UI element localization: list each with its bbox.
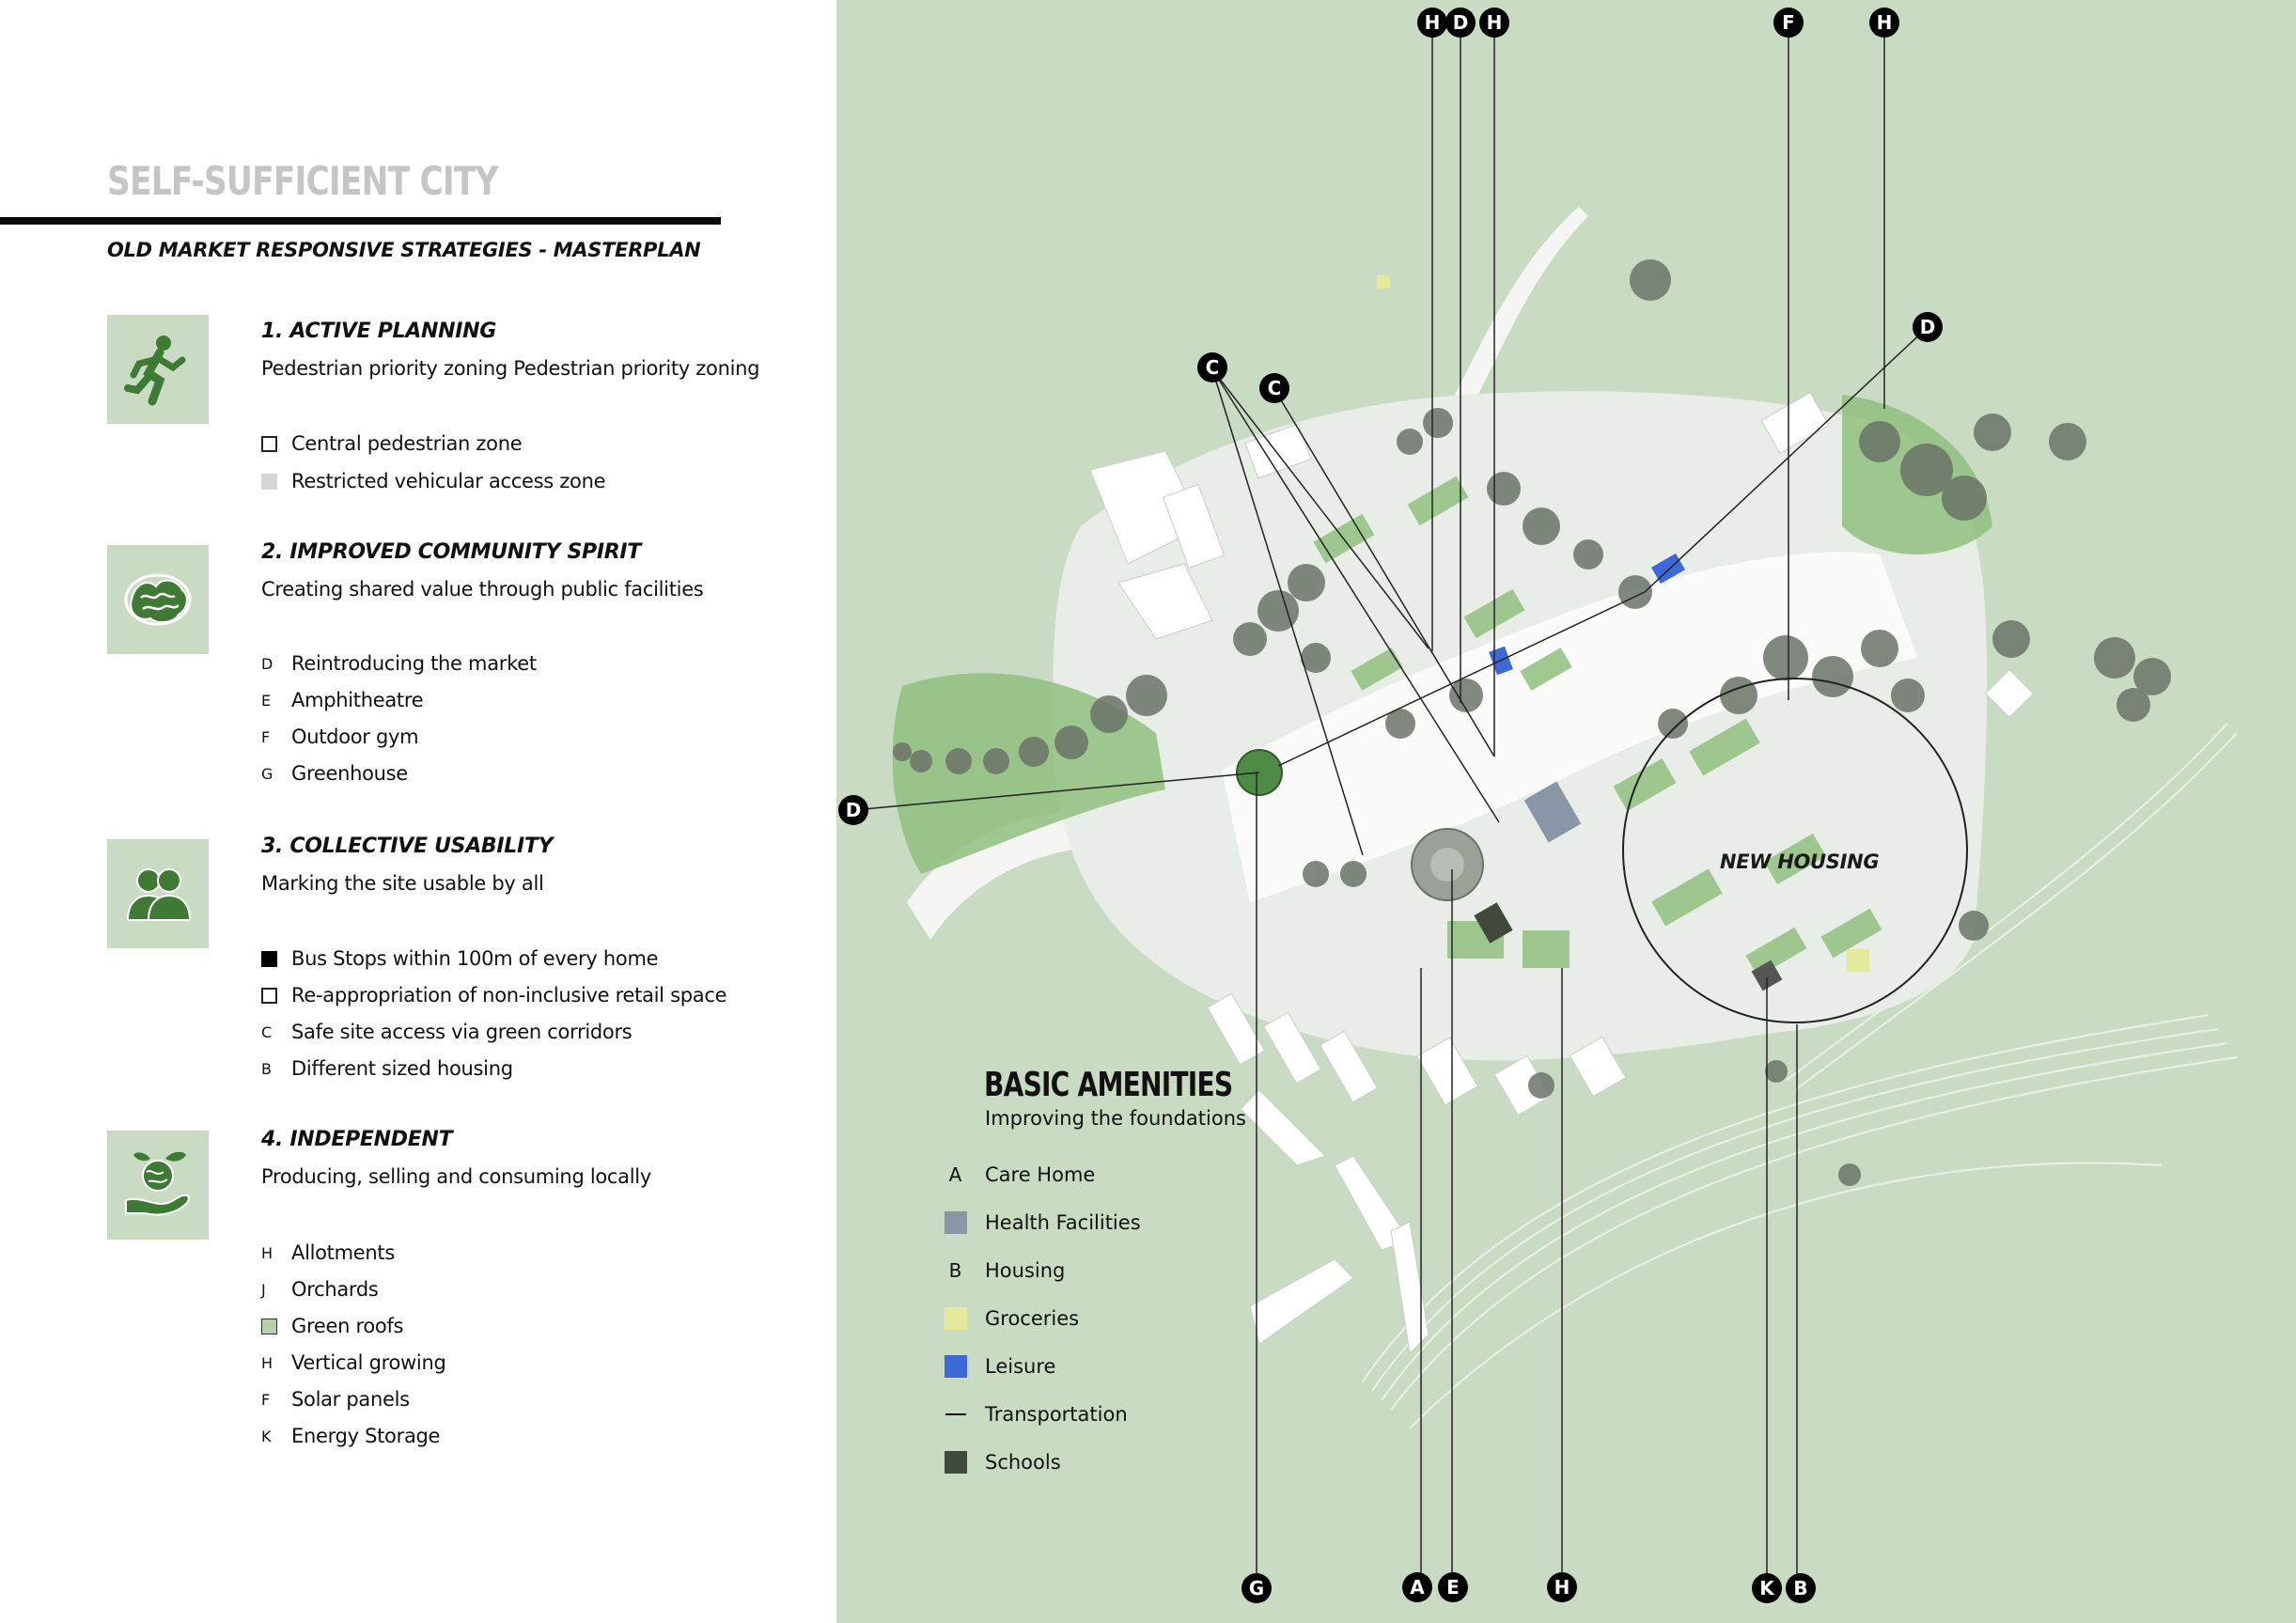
legend-item-restricted-vehicular-zone: Restricted vehicular access zone — [261, 467, 605, 495]
groceries-square-icon — [945, 1307, 967, 1330]
page-subtitle: OLD MARKET RESPONSIVE STRATEGIES - MASTERPLAN — [107, 239, 701, 261]
legend-item-central-pedestrian-zone: Central pedestrian zone — [261, 429, 522, 458]
legend-item-vertical-growing: H Vertical growing — [261, 1351, 446, 1374]
marker-a: A — [1410, 1576, 1425, 1599]
amenity-leisure: Leisure — [926, 1352, 1055, 1381]
strategy-3-heading: 3. COLLECTIVE USABILITY — [261, 835, 554, 858]
amenity-health-facilities: Health Facilities — [926, 1209, 1141, 1237]
marker-h-1: H — [1424, 11, 1441, 34]
amenity-transportation: Transportation — [926, 1400, 1128, 1428]
marker-h-4: H — [1554, 1576, 1570, 1599]
legend-item-solar-panels: F Solar panels — [261, 1388, 410, 1411]
marker-d-1: D — [1452, 11, 1469, 34]
legend-item-outdoor-gym: F Outdoor gym — [261, 726, 419, 748]
legend-item-market: D Reintroducing the market — [261, 652, 537, 675]
transport-line-icon — [945, 1413, 966, 1415]
strategy-4-description: Producing, selling and consuming locally — [261, 1165, 651, 1188]
people-icon — [107, 839, 209, 948]
amenity-schools: Schools — [926, 1448, 1061, 1476]
legend-panel — [0, 0, 836, 1623]
new-housing-label: NEW HOUSING — [1720, 851, 1880, 873]
legend-item-allotments: H Allotments — [261, 1241, 395, 1264]
schools-square-icon — [945, 1451, 967, 1474]
marker-d-3: D — [845, 799, 862, 821]
amenity-care-home: A Care Home — [948, 1163, 1096, 1186]
health-square-icon — [945, 1211, 967, 1234]
globe-hand-icon — [107, 1131, 209, 1240]
legend-item-orchards: J Orchards — [261, 1278, 379, 1301]
outline-square-icon — [261, 988, 277, 1004]
legend-item-green-corridors: C Safe site access via green corridors — [261, 1021, 633, 1043]
runner-icon — [107, 315, 209, 424]
amenities-subtitle: Improving the foundations — [985, 1107, 1246, 1130]
page-title: SELF-SUFFICIENT CITY — [107, 158, 498, 204]
marker-b: B — [1793, 1577, 1808, 1600]
marker-c-1: C — [1205, 356, 1220, 379]
title-divider — [0, 217, 721, 225]
green-square-icon — [261, 1319, 277, 1334]
strategy-1-description: Pedestrian priority zoning Pedestrian priority zoning — [261, 357, 760, 380]
amenities-title: BASIC AMENITIES — [984, 1066, 1233, 1104]
black-square-icon — [261, 951, 277, 967]
legend-item-greenhouse: G Greenhouse — [261, 762, 408, 785]
amenity-groceries: Groceries — [926, 1304, 1079, 1333]
legend-item-retail-reappropriation: Re-appropriation of non-inclusive retail space — [261, 981, 726, 1009]
marker-h-3: H — [1876, 11, 1893, 34]
legend-item-bus-stops: Bus Stops within 100m of every home — [261, 944, 658, 973]
markers-bottom — [1242, 1572, 1816, 1603]
marker-f: F — [1782, 11, 1795, 34]
marker-g: G — [1248, 1577, 1265, 1600]
strategy-1-heading: 1. ACTIVE PLANNING — [261, 320, 496, 343]
legend-item-housing-sizes: B Different sized housing — [261, 1057, 513, 1080]
strategy-3-description: Marking the site usable by all — [261, 872, 544, 895]
strategy-4-heading: 4. INDEPENDENT — [261, 1128, 453, 1151]
amenity-housing: B Housing — [948, 1259, 1066, 1282]
legend-item-green-roofs: Green roofs — [261, 1312, 403, 1340]
marker-k: K — [1759, 1577, 1774, 1600]
grey-square-icon — [261, 474, 277, 490]
outline-square-icon — [261, 436, 277, 452]
marker-c-2: C — [1267, 377, 1282, 399]
leisure-square-icon — [945, 1355, 967, 1378]
strategy-2-description: Creating shared value through public facilities — [261, 578, 704, 601]
marker-d-2: D — [1919, 316, 1936, 338]
legend-item-energy-storage: K Energy Storage — [261, 1425, 441, 1447]
legend-item-amphitheatre: E Amphitheatre — [261, 689, 424, 711]
marker-h-2: H — [1486, 11, 1503, 34]
markers-top — [1417, 8, 1899, 38]
brain-icon — [107, 545, 209, 654]
marker-e: E — [1446, 1576, 1460, 1599]
strategy-2-heading: 2. IMPROVED COMMUNITY SPIRIT — [261, 540, 641, 564]
